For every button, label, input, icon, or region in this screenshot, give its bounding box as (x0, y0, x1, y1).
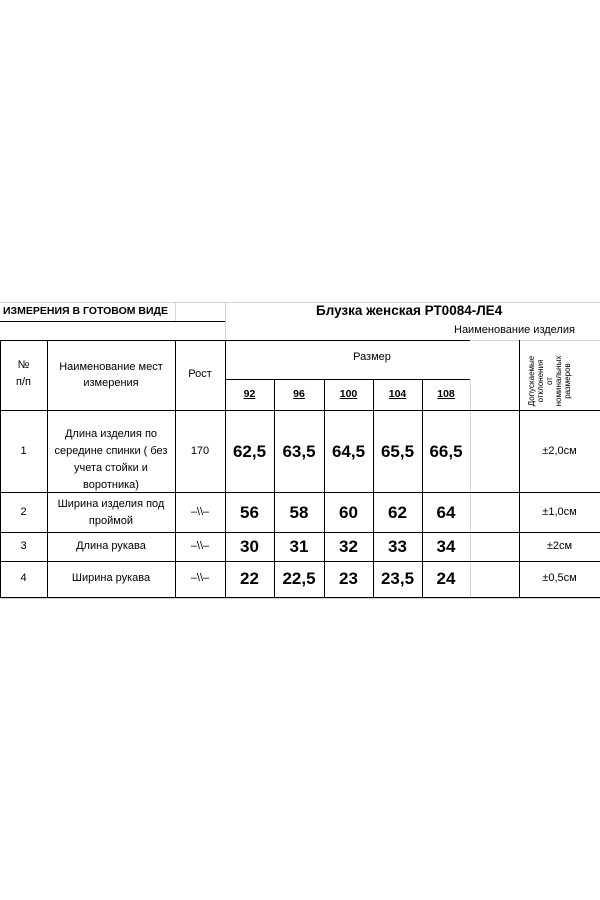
row-tolerance: ±2,0см (542, 445, 577, 457)
row-tolerance: ±0,5см (542, 572, 577, 584)
column-header-measure-name: Наименование мест измерения (59, 361, 163, 389)
rule (225, 340, 226, 598)
size-header: 108 (437, 388, 455, 400)
grid-line (175, 302, 176, 322)
row-value: 62,5 (232, 442, 267, 461)
row-value: 66,5 (429, 442, 463, 461)
row-height: –\\– (190, 506, 210, 518)
grid-line (470, 380, 471, 598)
row-value: 64 (436, 503, 456, 522)
row-value: 33 (388, 537, 407, 556)
row-height: 170 (190, 445, 210, 457)
row-value: 30 (240, 537, 259, 556)
row-value: 60 (339, 503, 358, 522)
row-height: –\\– (190, 572, 210, 584)
column-header-height: Рост (188, 368, 212, 380)
row-value: 22 (240, 569, 259, 588)
row-value: 34 (436, 537, 456, 556)
row-value: 65,5 (380, 442, 415, 461)
row-value: 23 (339, 569, 358, 588)
rule (0, 561, 600, 562)
column-header-tolerance: Допускаемые отклонения от номинальных размеров (527, 355, 572, 407)
row-value: 31 (289, 537, 309, 556)
row-tolerance: ±1,0см (542, 506, 577, 518)
rule (373, 379, 374, 598)
row-measure-name: Ширина рукава (71, 572, 151, 584)
rule (274, 379, 275, 598)
product-caption: Наименование изделия (454, 324, 575, 336)
row-value: 62 (388, 503, 407, 522)
rule (0, 410, 600, 411)
size-header: 100 (339, 388, 358, 400)
rule (0, 321, 225, 322)
rule (225, 379, 470, 380)
grid-line (0, 598, 600, 599)
sheet-title: ИЗМЕРЕНИЯ В ГОТОВОМ ВИДЕ (3, 305, 169, 317)
rule (324, 379, 325, 598)
column-header-number: № п/п (16, 359, 31, 388)
row-height: –\\– (190, 540, 210, 552)
grid-line (225, 302, 226, 340)
grid-line (0, 302, 600, 303)
rule (0, 340, 470, 341)
size-header: 104 (388, 388, 407, 400)
row-measure-name: Длина изделия по середине спинки ( без учета стойки и воротника) (54, 428, 168, 491)
row-number: 3 (20, 540, 27, 552)
row-value: 63,5 (282, 442, 316, 461)
row-number: 4 (20, 572, 27, 584)
rule (422, 379, 423, 598)
row-value: 22,5 (282, 569, 316, 588)
row-number: 2 (20, 506, 27, 518)
size-header: 96 (293, 388, 305, 400)
rule (0, 532, 600, 533)
row-value: 24 (436, 569, 456, 588)
size-header: 92 (243, 388, 256, 400)
row-value: 64,5 (331, 442, 366, 461)
row-value: 23,5 (380, 569, 415, 588)
row-value: 56 (240, 503, 259, 522)
row-value: 32 (339, 537, 358, 556)
rule (0, 597, 600, 598)
rule (519, 340, 520, 598)
row-tolerance: ±2см (546, 540, 573, 552)
column-header-size: Размер (353, 351, 391, 363)
product-title: Блузка женская РТ0084-ЛЕ4 (316, 303, 503, 318)
row-measure-name: Длина рукава (76, 540, 146, 552)
row-value: 58 (289, 503, 309, 522)
row-measure-name: Ширина изделия под проймой (57, 498, 165, 527)
row-number: 1 (20, 445, 27, 457)
